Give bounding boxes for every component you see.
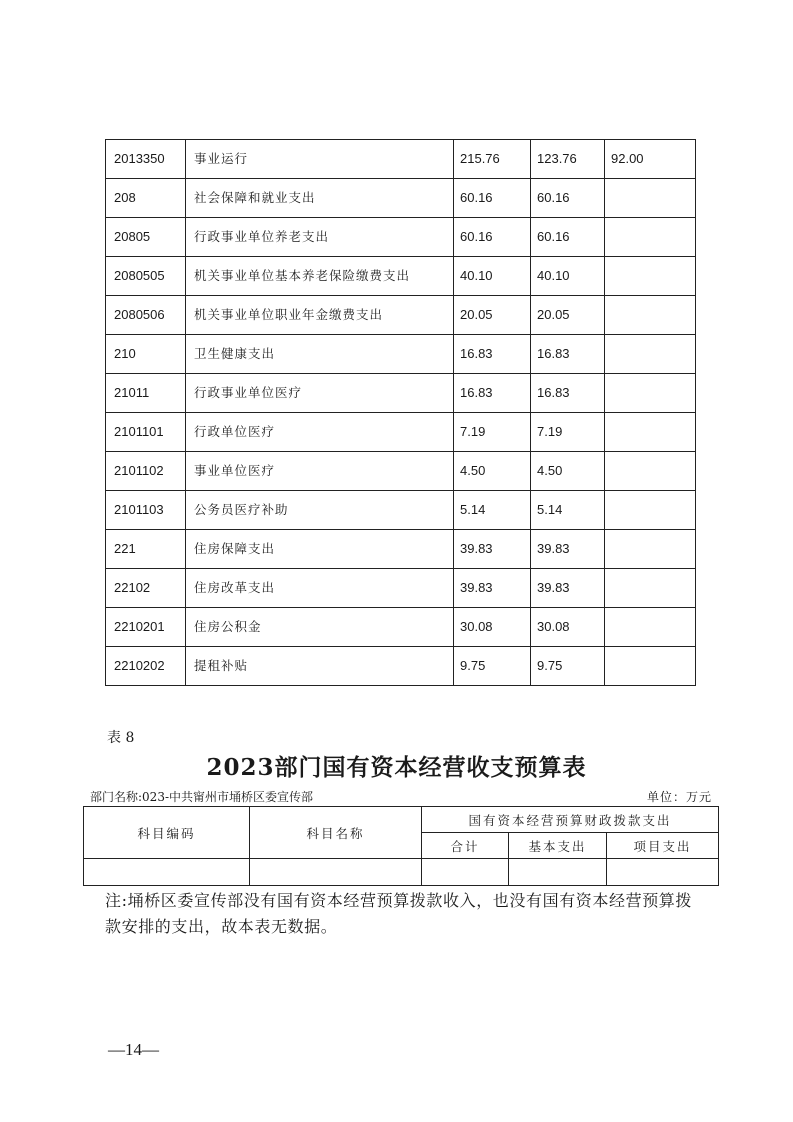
subject-name-cell: 提租补贴 xyxy=(186,647,454,686)
subject-name-cell: 住房公积金 xyxy=(186,608,454,647)
subject-code-cell: 208 xyxy=(106,179,186,218)
basic-cell: 39.83 xyxy=(531,569,605,608)
total-cell: 5.14 xyxy=(454,491,531,530)
empty-data-row xyxy=(84,859,719,886)
subject-name-cell: 公务员医疗补助 xyxy=(186,491,454,530)
basic-cell: 16.83 xyxy=(531,335,605,374)
total-cell: 20.05 xyxy=(454,296,531,335)
subject-code-cell: 2101101 xyxy=(106,413,186,452)
subject-code-cell: 2210201 xyxy=(106,608,186,647)
subject-code-cell: 2080505 xyxy=(106,257,186,296)
basic-cell: 30.08 xyxy=(531,608,605,647)
page-number: —14— xyxy=(108,1040,159,1059)
empty-cell xyxy=(607,859,719,886)
table-row xyxy=(106,647,696,686)
subject-name-cell: 卫生健康支出 xyxy=(186,335,454,374)
project-cell xyxy=(605,647,696,686)
subject-code-cell: 210 xyxy=(106,335,186,374)
basic-cell: 20.05 xyxy=(531,296,605,335)
project-cell xyxy=(605,296,696,335)
project-cell xyxy=(605,218,696,257)
project-cell xyxy=(605,179,696,218)
subject-name-cell: 住房改革支出 xyxy=(186,569,454,608)
subject-name-cell: 事业运行 xyxy=(186,140,454,179)
basic-cell: 16.83 xyxy=(531,374,605,413)
table-row xyxy=(106,335,696,374)
table-row xyxy=(106,413,696,452)
expense-table-body xyxy=(106,140,696,686)
header-budget-group: 国有资本经营预算财政拨款支出 xyxy=(422,807,719,833)
total-cell: 39.83 xyxy=(454,530,531,569)
empty-cell xyxy=(84,859,250,886)
table-row xyxy=(106,569,696,608)
basic-cell: 7.19 xyxy=(531,413,605,452)
subject-name-cell: 行政事业单位养老支出 xyxy=(186,218,454,257)
table-row xyxy=(106,491,696,530)
empty-cell xyxy=(422,859,509,886)
table-row xyxy=(106,218,696,257)
total-cell: 7.19 xyxy=(454,413,531,452)
subject-name-cell: 社会保障和就业支出 xyxy=(186,179,454,218)
total-cell: 60.16 xyxy=(454,179,531,218)
table-row xyxy=(106,296,696,335)
table-row xyxy=(106,179,696,218)
table-row xyxy=(106,257,696,296)
project-cell xyxy=(605,491,696,530)
basic-cell: 123.76 xyxy=(531,140,605,179)
subject-name-cell: 行政事业单位医疗 xyxy=(186,374,454,413)
basic-cell: 4.50 xyxy=(531,452,605,491)
table-row xyxy=(106,530,696,569)
empty-cell xyxy=(509,859,607,886)
total-cell: 215.76 xyxy=(454,140,531,179)
subject-code-cell: 2101103 xyxy=(106,491,186,530)
table-note: 注:埇桥区委宣传部没有国有资本经营预算拨款收入，也没有国有资本经营预算拨款安排的支出，故本表无数据。 xyxy=(105,891,692,936)
total-cell: 60.16 xyxy=(454,218,531,257)
header-basic: 基本支出 xyxy=(509,833,607,859)
subject-code-cell: 20805 xyxy=(106,218,186,257)
project-cell xyxy=(605,335,696,374)
basic-cell: 39.83 xyxy=(531,530,605,569)
subject-name-cell: 机关事业单位职业年金缴费支出 xyxy=(186,296,454,335)
header-subject-name: 科目名称 xyxy=(250,807,422,859)
header-total: 合计 xyxy=(422,833,509,859)
subject-code-cell: 22102 xyxy=(106,569,186,608)
subject-code-cell: 221 xyxy=(106,530,186,569)
department-name: 部门名称:023-中共甯州市埇桥区委宣传部 xyxy=(90,790,314,804)
project-cell xyxy=(605,452,696,491)
basic-cell: 9.75 xyxy=(531,647,605,686)
basic-cell: 60.16 xyxy=(531,218,605,257)
basic-cell: 5.14 xyxy=(531,491,605,530)
project-cell xyxy=(605,413,696,452)
project-cell xyxy=(605,569,696,608)
project-cell xyxy=(605,257,696,296)
subject-name-cell: 住房保障支出 xyxy=(186,530,454,569)
subject-name-cell: 机关事业单位基本养老保险缴费支出 xyxy=(186,257,454,296)
table-title: 2023部门国有资本经营收支预算表 xyxy=(206,754,587,781)
subject-name-cell: 事业单位医疗 xyxy=(186,452,454,491)
header-project: 项目支出 xyxy=(607,833,719,859)
subject-name-cell: 行政单位医疗 xyxy=(186,413,454,452)
total-cell: 4.50 xyxy=(454,452,531,491)
total-cell: 30.08 xyxy=(454,608,531,647)
table-row xyxy=(106,374,696,413)
total-cell: 16.83 xyxy=(454,374,531,413)
subject-code-cell: 2080506 xyxy=(106,296,186,335)
header-subject-code: 科目编码 xyxy=(84,807,250,859)
total-cell: 40.10 xyxy=(454,257,531,296)
table-row xyxy=(106,608,696,647)
empty-cell xyxy=(250,859,422,886)
table-label: 表 8 xyxy=(107,730,135,746)
unit-label: 单位：万元 xyxy=(647,790,713,804)
basic-cell: 60.16 xyxy=(531,179,605,218)
subject-code-cell: 2210202 xyxy=(106,647,186,686)
subject-code-cell: 21011 xyxy=(106,374,186,413)
state-capital-budget-table xyxy=(83,806,719,886)
subject-code-cell: 2013350 xyxy=(106,140,186,179)
project-cell xyxy=(605,608,696,647)
total-cell: 9.75 xyxy=(454,647,531,686)
table-row xyxy=(106,452,696,491)
total-cell: 16.83 xyxy=(454,335,531,374)
total-cell: 39.83 xyxy=(454,569,531,608)
table-row xyxy=(106,140,696,179)
project-cell: 92.00 xyxy=(605,140,696,179)
project-cell xyxy=(605,530,696,569)
project-cell xyxy=(605,374,696,413)
basic-cell: 40.10 xyxy=(531,257,605,296)
expense-table xyxy=(105,139,696,686)
subject-code-cell: 2101102 xyxy=(106,452,186,491)
